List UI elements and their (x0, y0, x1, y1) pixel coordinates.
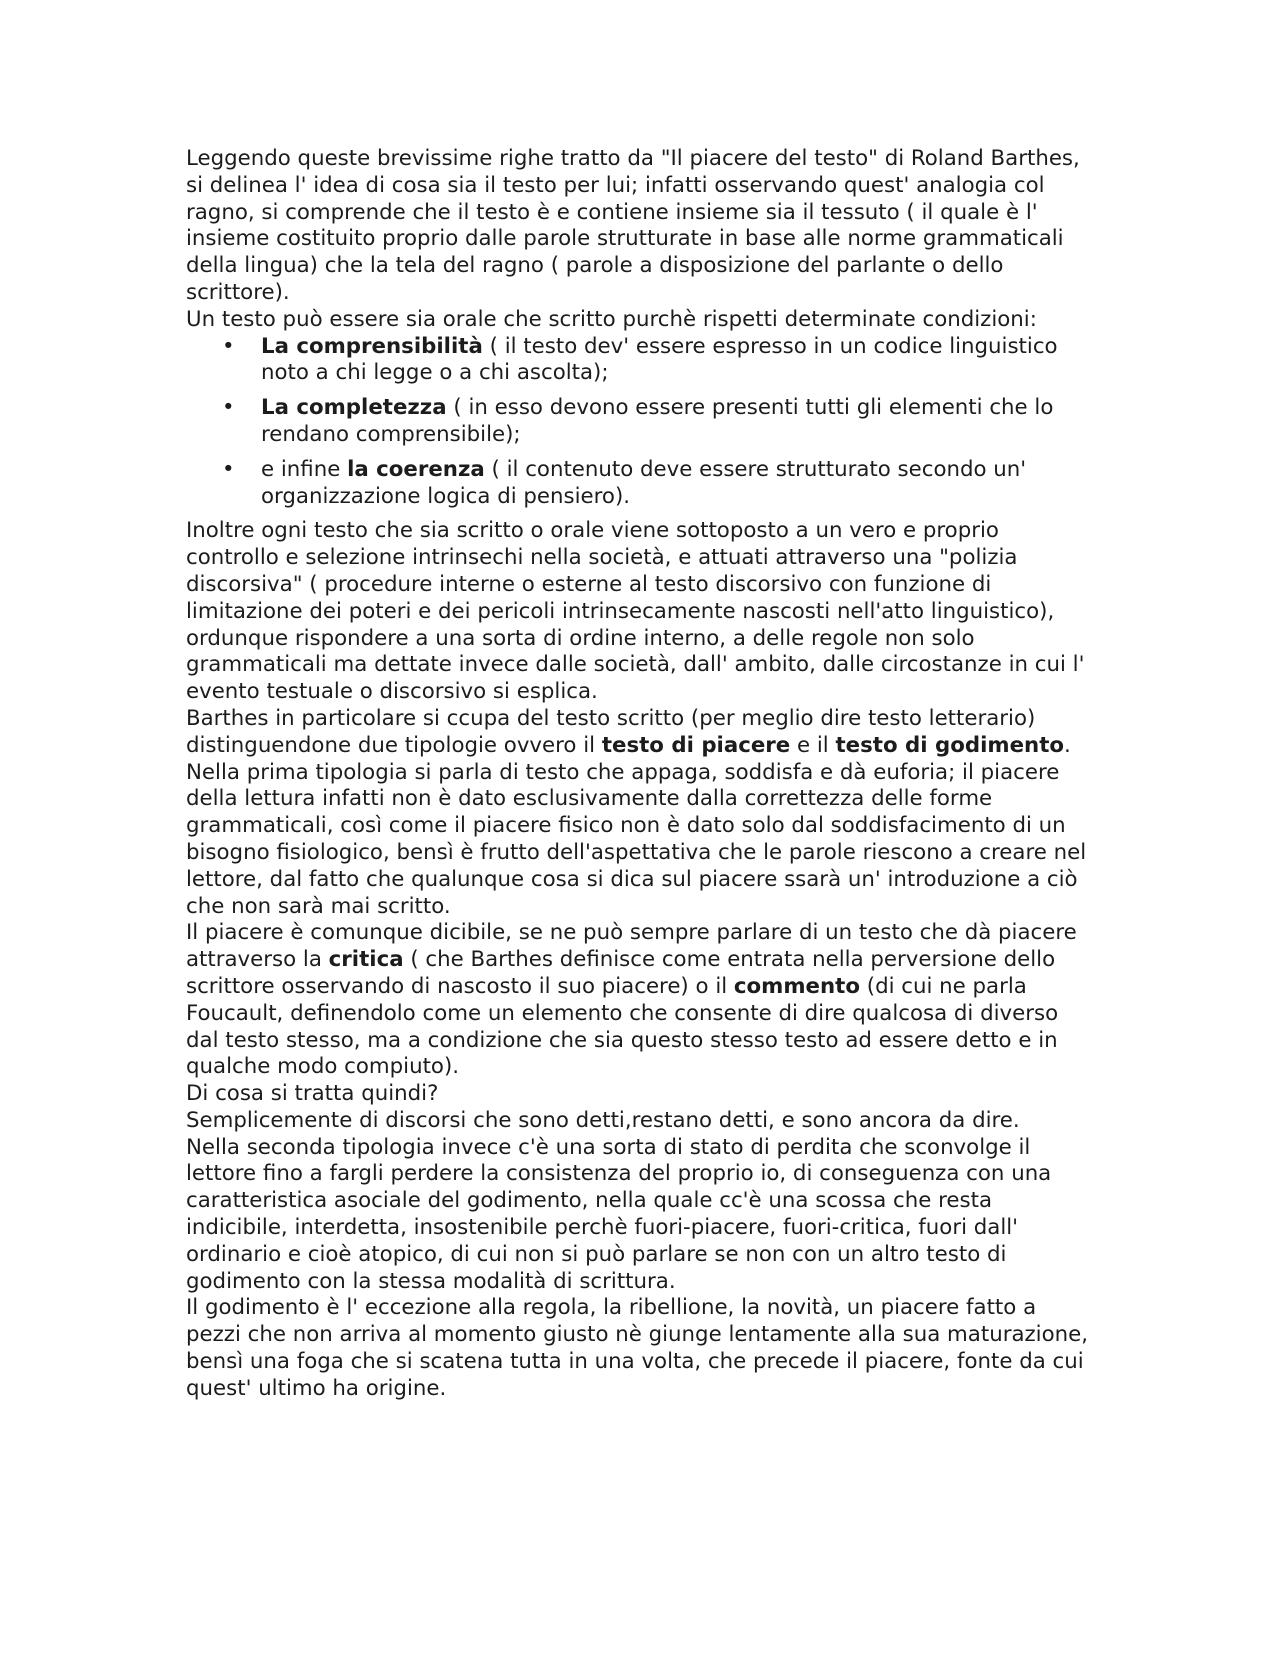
text-run: ( che Barthes definisce come entrata nella perversione dello scrittore osservando di nascosto il suo piacere) o il (186, 947, 1056, 999)
text-run: Barthes in particolare si ccupa del testo scritto (per meglio dire testo letterario) distinguendone due tipologie ovvero il (186, 705, 1036, 758)
bold-term-testo-di-godimento: testo di godimento (835, 732, 1065, 758)
conditions-list (186, 334, 1091, 511)
list-item-description: ( il contenuto deve essere strutturato secondo un' organizzazione logica di pensiero). (261, 456, 1027, 509)
paragraph-conditions: Un testo può essere sia orale che scritto purchè rispetti determinate condizioni: (186, 306, 1037, 332)
list-item-prefix: e infine (261, 456, 348, 482)
bold-term-critica: critica (328, 947, 404, 973)
bold-term-commento: commento (733, 973, 860, 999)
text-run: . (1064, 732, 1071, 758)
paragraph-seconda-tipologia: Nella seconda tipologia invece c'è una sorta di stato di perdita che sconvolge il lettore fino a fargli perdere la consistenza del proprio io, di conseguenza con una caratteristica asociale del godimento, nella quale cc'è una scossa che resta indicibile, interdetta, insostenibile perchè fuori-piacere, fuori-critica, fuori dall' ordinario e cioè atopico, di cui non si può parlare se non con un altro testo di godimento con la stessa modalità di scrittura. (186, 1134, 1052, 1294)
list-item-completezza (186, 395, 1091, 449)
paragraph-answer: Semplicemente di discorsi che sono detti,restano detti, e sono ancora da dire. (186, 1107, 1020, 1133)
list-item-description: ( in esso devono essere presenti tutti gli elementi che lo rendano comprensibile); (261, 395, 1054, 447)
text-run: (di cui ne parla Foucault, definendolo come un elemento che consente di dire qualcosa di diverso dal testo stesso, ma a condizione che sia questo stesso testo ad essere detto e in qualche modo compiuto). (186, 973, 1059, 1080)
bullet-icon: • (222, 333, 235, 359)
paragraph-prima-tipologia: Nella prima tipologia si parla di testo che appaga, soddisfa e dà euforia; il piacere della lettura infatti non è dato esclusivamente dalla correttezza delle forme grammaticali, così come il piacere fisico non è dato solo dal soddisfacimento di un bisogno fisiologico, bensì è frutto dell'aspettativa che le parole riescono a creare nel lettore, dal fatto che qualunque cosa si dica sul piacere ssarà un' introduzione a ciò che non sarà mai scritto. (186, 759, 1087, 919)
text-run: e il (790, 732, 836, 758)
list-item-description: ( il testo dev' essere espresso in un codice linguistico noto a chi legge o a chi ascolta); (261, 333, 1058, 386)
list-item-coerenza (186, 457, 1091, 511)
text-run: Il piacere è comunque dicibile, se ne può sempre parlare di un testo che dà piacere attraverso la (186, 920, 1077, 973)
paragraph-critica-commento (186, 920, 1091, 1081)
list-item-term: La completezza (261, 395, 447, 421)
list-item-comprensibilita (186, 334, 1091, 388)
paragraph-controllo: Inoltre ogni testo che sia scritto o orale viene sottoposto a un vero e proprio controllo e selezione intrinsechi nella società, e attuati attraverso una "polizia discorsiva" ( procedure interne o esterne al testo discorsivo con funzione di limitazione dei poteri e dei pericoli intrinsecamente nascosti nell'atto linguistico), ordunque rispondere a una sorta di ordine interno, a delle regole non solo grammaticali ma dettate invece dalle società, dall' ambito, dalle circostanze in cui l' evento testuale o discorsivo si esplica. (186, 518, 1085, 705)
paragraph-intro: Leggendo queste brevissime righe tratto da "Il piacere del testo" di Roland Barthes, si delinea l' idea di cosa sia il testo per lui; infatti osservando quest' analogia col ragno, si comprende che il testo è e contiene insieme sia il tessuto ( il quale è l' insieme costituito proprio dalle parole strutturate in base alle norme grammaticali della lingua) che la tela del ragno ( parole a disposizione del parlante o dello scrittore). (186, 146, 1080, 305)
bullet-icon: • (222, 456, 235, 482)
paragraph-godimento: Il godimento è l' eccezione alla regola, la ribellione, la novità, un piacere fatto a pezzi che non arriva al momento giusto nè giunge lentamente alla sua maturazione, bensì una foga che si scatena tutta in una volta, che precede il piacere, fonte da cui quest' ultimo ha origine. (186, 1295, 1088, 1401)
bold-term-testo-di-piacere: testo di piacere (601, 732, 791, 758)
paragraph-tipologie (186, 706, 1091, 760)
document-page (186, 146, 1091, 1403)
bullet-icon: • (222, 395, 235, 421)
list-item-term: La comprensibilità (261, 333, 483, 359)
list-item-term: la coerenza (347, 456, 485, 482)
paragraph-question: Di cosa si tratta quindi? (186, 1081, 439, 1107)
